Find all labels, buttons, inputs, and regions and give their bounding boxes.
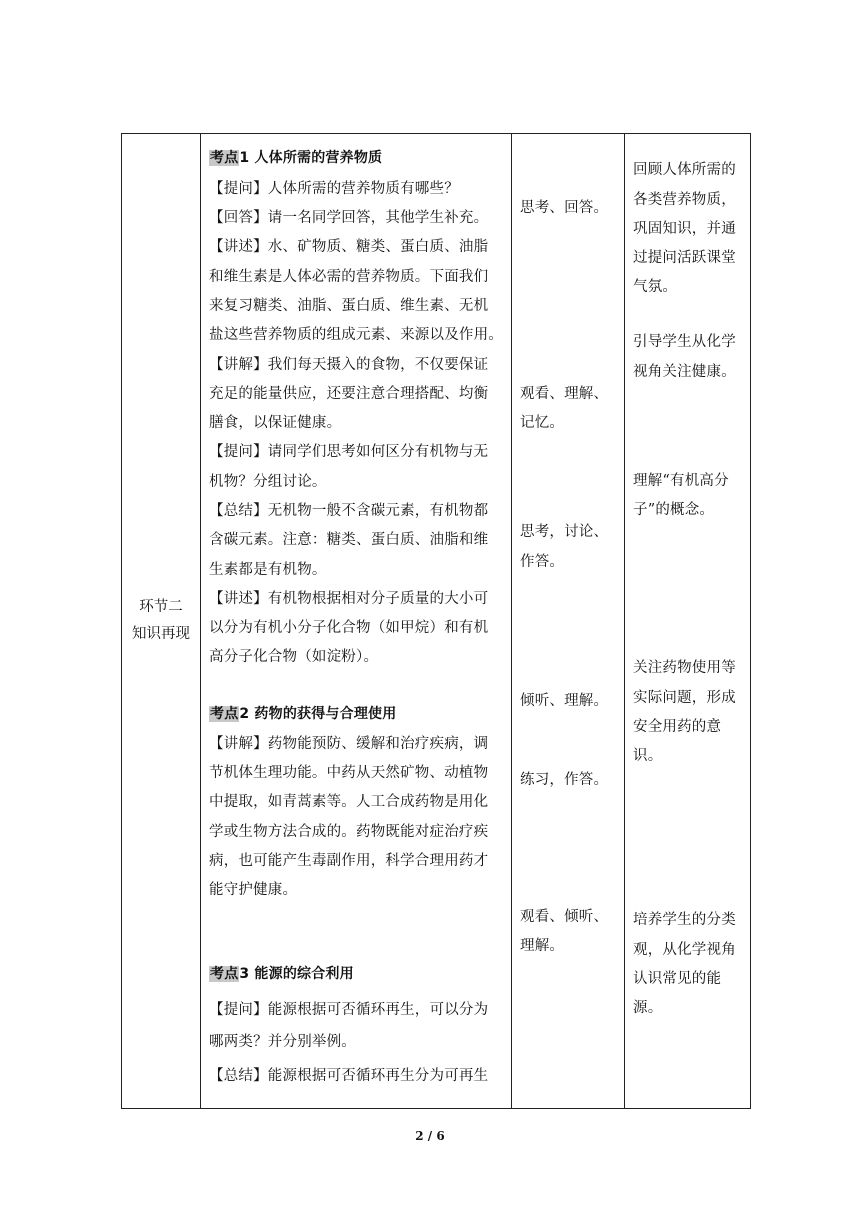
text-line: 病，也可能产生毒副作用，科学合理用药才 bbox=[209, 853, 489, 869]
stage-label: 知识再现 bbox=[132, 626, 190, 642]
stage-label: 环节二 bbox=[139, 599, 183, 615]
text-line: 来复习糖类、油脂、蛋白质、维生素、无机 bbox=[209, 298, 489, 314]
section-title: 3 能源的综合利用 bbox=[239, 966, 354, 982]
text-line: 实际问题，形成 bbox=[633, 690, 736, 706]
text-line: 【提问】人体所需的营养物质有哪些？ bbox=[209, 181, 459, 197]
text-line: 【讲述】有机物根据相对分子质量的大小可 bbox=[209, 591, 489, 607]
stage-cell bbox=[122, 134, 201, 1109]
text-line: 以分为有机小分子化合物（如甲烷）和有机 bbox=[209, 620, 489, 636]
text-line: 【提问】请同学们思考如何区分有机物与无 bbox=[209, 444, 489, 460]
page-number: 2 / 6 bbox=[415, 1129, 445, 1143]
text-line: 【讲解】我们每天摄入的食物，不仅要保证 bbox=[209, 357, 489, 373]
text-line: 理解。 bbox=[520, 938, 565, 954]
text-line: 练习，作答。 bbox=[520, 772, 609, 788]
text-line: 观看、倾听、 bbox=[520, 909, 609, 925]
text-line: 倾听、理解。 bbox=[520, 693, 609, 709]
text-line: 学或生物方法合成的。药物既能对症治疗疾 bbox=[209, 824, 489, 840]
text-line: 认识常见的能 bbox=[633, 971, 722, 987]
section-tag: 考点 bbox=[210, 706, 239, 722]
section-tag: 考点 bbox=[210, 150, 239, 166]
text-line: 观，从化学视角 bbox=[633, 942, 736, 958]
text-line: 【提问】能源根据可否循环再生，可以分为 bbox=[209, 1002, 489, 1018]
text-line: 【总结】能源根据可否循环再生分为可再生 bbox=[209, 1068, 489, 1084]
text-line: 记忆。 bbox=[520, 415, 565, 431]
text-line: 源。 bbox=[633, 1000, 663, 1016]
text-line: 各类营养物质， bbox=[633, 192, 736, 208]
text-line: 培养学生的分类 bbox=[633, 912, 736, 928]
section-heading bbox=[209, 148, 505, 168]
text-line: 识。 bbox=[633, 748, 663, 764]
text-line: 引导学生从化学 bbox=[633, 334, 736, 350]
text-line: 哪两类？并分别举例。 bbox=[209, 1034, 356, 1050]
text-line: 过提问活跃课堂 bbox=[633, 250, 736, 266]
section-tag: 考点 bbox=[210, 966, 239, 982]
text-line: 气氛。 bbox=[633, 279, 678, 295]
text-line: 高分子化合物（如淀粉）。 bbox=[209, 649, 379, 665]
text-line: 观看、理解、 bbox=[520, 386, 609, 402]
lesson-plan-table bbox=[121, 133, 751, 1109]
text-line: 视角关注健康。 bbox=[633, 364, 736, 380]
text-line: 膳食，以保证健康。 bbox=[209, 415, 342, 431]
text-line: 子”的概念。 bbox=[633, 502, 715, 518]
text-line: 【总结】无机物一般不含碳元素，有机物都 bbox=[209, 503, 489, 519]
text-line: 理解“有机高分 bbox=[633, 473, 729, 489]
text-line: 【回答】请一名同学回答，其他学生补充。 bbox=[209, 210, 489, 226]
text-line: 能守护健康。 bbox=[209, 882, 298, 898]
text-line: 充足的能量供应，还要注意合理搭配、均衡 bbox=[209, 386, 489, 402]
text-line: 生素都是有机物。 bbox=[209, 562, 327, 578]
section-heading bbox=[209, 704, 505, 724]
text-line: 节机体生理功能。中药从天然矿物、动植物 bbox=[209, 765, 489, 781]
text-line: 中提取，如青蒿素等。人工合成药物是用化 bbox=[209, 794, 489, 810]
text-line: 盐这些营养物质的组成元素、来源以及作用。 bbox=[209, 327, 503, 343]
text-line: 巩固知识，并通 bbox=[633, 221, 736, 237]
text-line: 机物？分组讨论。 bbox=[209, 474, 327, 490]
text-line: 含碳元素。注意：糖类、蛋白质、油脂和维 bbox=[209, 532, 489, 548]
student-activity-cell bbox=[512, 134, 625, 1109]
text-line: 关注药物使用等 bbox=[633, 660, 736, 676]
text-line: 【讲解】药物能预防、缓解和治疗疾病，调 bbox=[209, 736, 489, 752]
text-line: 和维生素是人体必需的营养物质。下面我们 bbox=[209, 269, 489, 285]
table-row bbox=[122, 134, 751, 1109]
text-line: 回顾人体所需的 bbox=[633, 162, 736, 178]
section-title: 2 药物的获得与合理使用 bbox=[239, 706, 397, 722]
text-line: 作答。 bbox=[520, 554, 565, 570]
teacher-activity-cell bbox=[201, 134, 512, 1109]
text-line: 思考，讨论、 bbox=[520, 524, 609, 540]
section-title: 1 人体所需的营养物质 bbox=[239, 150, 383, 166]
section-heading bbox=[209, 964, 505, 984]
text-line: 【讲述】水、矿物质、糖类、蛋白质、油脂 bbox=[209, 239, 489, 255]
text-line: 安全用药的意 bbox=[633, 719, 722, 735]
design-intent-cell bbox=[625, 134, 751, 1109]
text-line: 思考、回答。 bbox=[520, 200, 609, 216]
